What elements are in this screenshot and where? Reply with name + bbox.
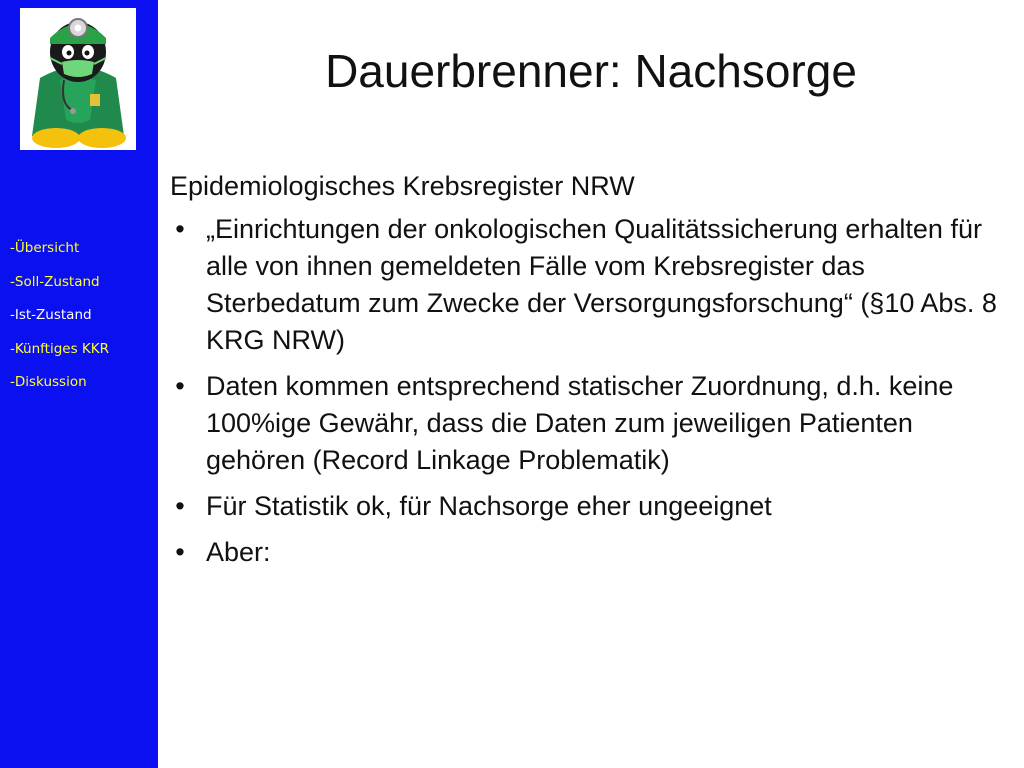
bullet-text: Für Statistik ok, für Nachsorge eher ungeeignet <box>206 491 772 521</box>
slide-content <box>170 168 1012 580</box>
nav-item-uebersicht[interactable]: -Übersicht <box>10 240 80 256</box>
sidebar-nav <box>10 232 109 400</box>
bullet-text: Daten kommen entsprechend statischer Zuordnung, d.h. keine 100%ige Gewähr, dass die Daten zum jeweiligen Patienten gehören (Record Linkage Problematik) <box>206 371 954 475</box>
nav-item-soll-zustand[interactable]: -Soll-Zustand <box>10 273 100 290</box>
sidebar <box>0 0 158 768</box>
penguin-doctor-icon <box>20 8 136 150</box>
bullet-item <box>170 534 1012 571</box>
bullet-item <box>170 368 1012 479</box>
nav-item-kuenftiges-kkr[interactable]: -Künftiges KKR <box>10 340 110 357</box>
bullet-text: Aber: <box>206 537 271 567</box>
bullet-symbol: • <box>175 491 185 521</box>
bullet-item <box>170 211 1012 359</box>
bullet-text: „Einrichtungen der onkologischen Qualitätssicherung erhalten für alle von ihnen gemeldeten Fälle vom Krebsregister das Sterbedatum zum Zwecke der Versorgungsforschung“ (§10 Abs. 8 KRG NRW) <box>206 214 997 355</box>
bullet-list <box>170 211 1012 571</box>
bullet-item <box>170 488 1012 525</box>
intro-line: Epidemiologisches Krebsregister NRW <box>170 171 635 201</box>
nav-item-ist-zustand[interactable]: -Ist-Zustand <box>10 307 92 323</box>
bullet-symbol: • <box>175 537 185 567</box>
nav-item-diskussion[interactable]: -Diskussion <box>10 374 87 390</box>
bullet-symbol: • <box>175 214 185 244</box>
bullet-symbol: • <box>175 371 185 401</box>
slide-title: Dauerbrenner: Nachsorge <box>325 45 857 97</box>
